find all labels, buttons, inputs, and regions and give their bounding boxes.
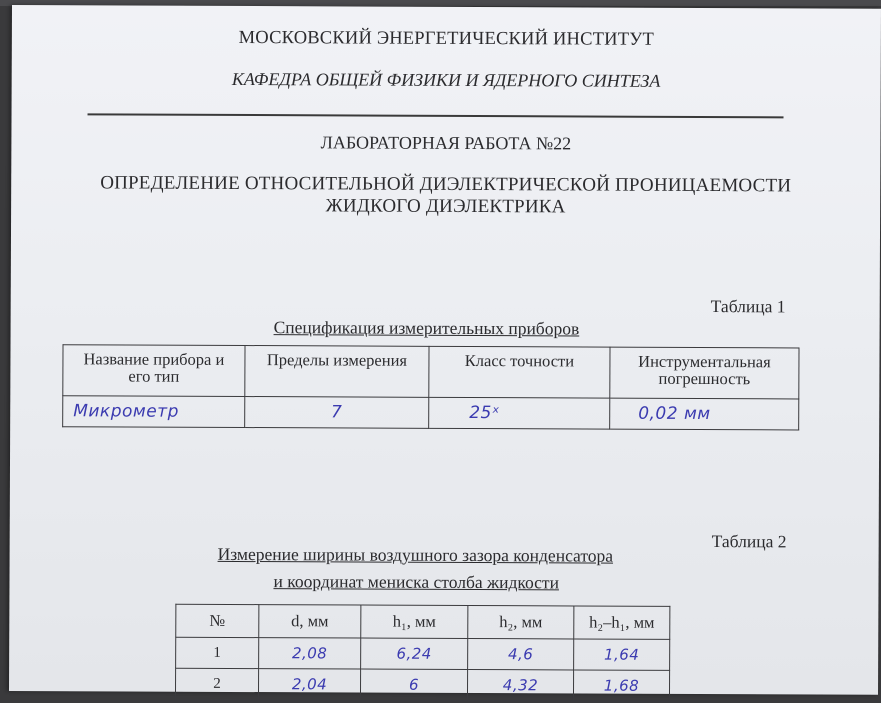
table-row xyxy=(176,637,670,670)
table2-title-line-1: Измерение ширины воздушного зазора конденсатора xyxy=(217,543,614,566)
cell-h1: 6,24 xyxy=(361,638,468,669)
table-row xyxy=(175,668,669,701)
column-header-number: № xyxy=(176,604,259,637)
cell-d: 2,08 xyxy=(259,638,361,669)
table2-title-line-2: и координат мениска столба жидкости xyxy=(273,571,560,593)
department-name: КАФЕДРА ОБЩЕЙ ФИЗИКИ И ЯДЕРНОГО СИНТЕЗА xyxy=(231,68,661,91)
table1-number: Таблица 1 xyxy=(710,296,786,317)
column-header-h2: h₂, мм xyxy=(468,605,574,638)
column-header-instrument-error: Инструментальная погрешность xyxy=(610,347,799,399)
lab-work-number: ЛАБОРАТОРНАЯ РАБОТА №22 xyxy=(320,132,572,154)
column-header-range: Пределы измерения xyxy=(245,346,429,398)
cell-row-number: 2 xyxy=(175,668,258,699)
table-row xyxy=(63,396,799,430)
cell-instrument-name: Микрометр xyxy=(63,396,245,428)
column-header-d: d, мм xyxy=(259,605,361,638)
cell-h1: 6 xyxy=(360,669,467,700)
institute-name: МОСКОВСКИЙ ЭНЕРГЕТИЧЕСКИЙ ИНСТИТУТ xyxy=(238,27,655,50)
table1-title: Спецификация измерительных приборов xyxy=(273,317,580,339)
table-header-row xyxy=(63,345,799,399)
cell-h2-minus-h1: 1,64 xyxy=(574,639,670,670)
cell-range: 7 xyxy=(245,397,429,429)
column-header-h1: h₁, мм xyxy=(361,605,468,638)
gap-measurement-table xyxy=(175,604,670,702)
cell-h2: 4,32 xyxy=(467,669,573,700)
cell-d: 2,04 xyxy=(258,669,360,700)
cell-row-number: 1 xyxy=(176,637,259,668)
cell-h2: 4,6 xyxy=(468,638,574,669)
lab-title-line-1: ОПРЕДЕЛЕНИЕ ОТНОСИТЕЛЬНОЙ ДИЭЛЕКТРИЧЕСКОЙ ПРОНИЦАЕМОСТИ xyxy=(100,172,792,197)
header-divider xyxy=(88,113,784,118)
table-header-row xyxy=(176,604,670,639)
column-header-instrument: Название прибора и его тип xyxy=(63,345,245,397)
column-header-h2-minus-h1: h₂–h₁, мм xyxy=(574,606,670,639)
cell-accuracy-class: 25ˣ xyxy=(429,397,610,429)
table2-number: Таблица 2 xyxy=(711,531,787,552)
cell-instrument-error: 0,02 мм xyxy=(610,398,799,430)
column-header-accuracy-class: Класс точности xyxy=(429,346,610,398)
cell-h2-minus-h1: 1,68 xyxy=(573,670,669,701)
lab-title-line-2: ЖИДКОГО ДИЭЛЕКТРИКА xyxy=(325,195,566,218)
instruments-spec-table xyxy=(62,344,799,430)
document-page xyxy=(9,5,881,695)
